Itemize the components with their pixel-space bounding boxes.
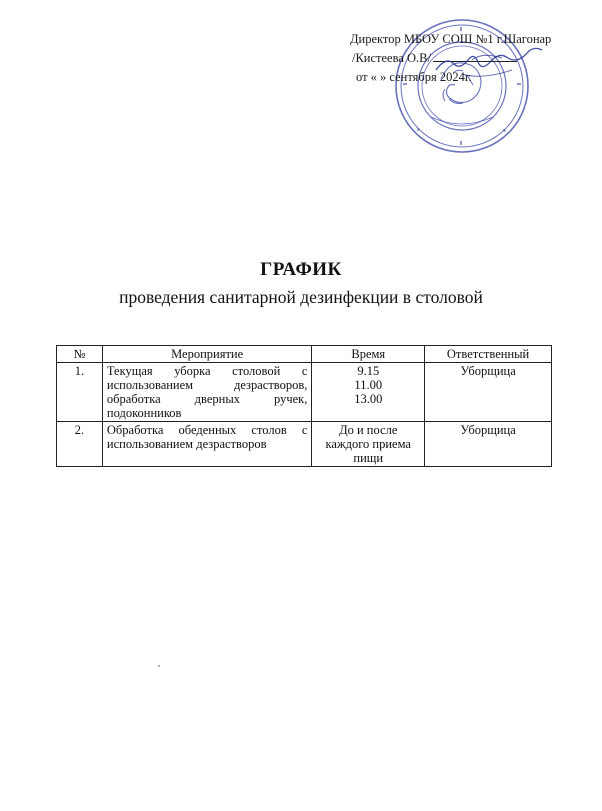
document-title: ГРАФИК bbox=[260, 259, 342, 280]
disinfection-schedule-table bbox=[56, 345, 552, 467]
row-responsible: Уборщица bbox=[425, 422, 552, 467]
table-header-row bbox=[57, 346, 552, 363]
time-entry: До и после каждого приема пищи bbox=[325, 423, 411, 465]
director-name: /Кистеева О.В/ bbox=[352, 51, 431, 65]
approval-date: от « » сентября 2024г. bbox=[356, 70, 472, 84]
row-number: 2. bbox=[57, 422, 103, 467]
row-activity: Обработка обеденных столов с использованием дезрастворов bbox=[102, 422, 312, 467]
row-time bbox=[312, 363, 425, 422]
row-activity: Текущая уборка столовой с использованием дезрастворов, обработка дверных ручек, подоконников bbox=[102, 363, 312, 422]
time-entry: 9.15 bbox=[357, 364, 380, 378]
row-responsible: Уборщица bbox=[425, 363, 552, 422]
time-entry: 11.00 bbox=[354, 378, 383, 392]
header-responsible: Ответственный bbox=[425, 346, 552, 363]
table-row bbox=[57, 422, 552, 467]
director-position: Директор МБОУ СОШ №1 г.Шагонар bbox=[350, 32, 552, 46]
time-entry: 13.00 bbox=[354, 392, 383, 406]
header-activity: Мероприятие bbox=[102, 346, 312, 363]
row-number: 1. bbox=[57, 363, 103, 422]
row-time bbox=[312, 422, 425, 467]
director-signature bbox=[432, 46, 552, 86]
header-time: Время bbox=[312, 346, 425, 363]
scan-speck bbox=[158, 665, 160, 667]
document-subtitle: проведения санитарной дезинфекции в столовой bbox=[119, 287, 483, 307]
table-row bbox=[57, 363, 552, 422]
header-number: № bbox=[57, 346, 103, 363]
